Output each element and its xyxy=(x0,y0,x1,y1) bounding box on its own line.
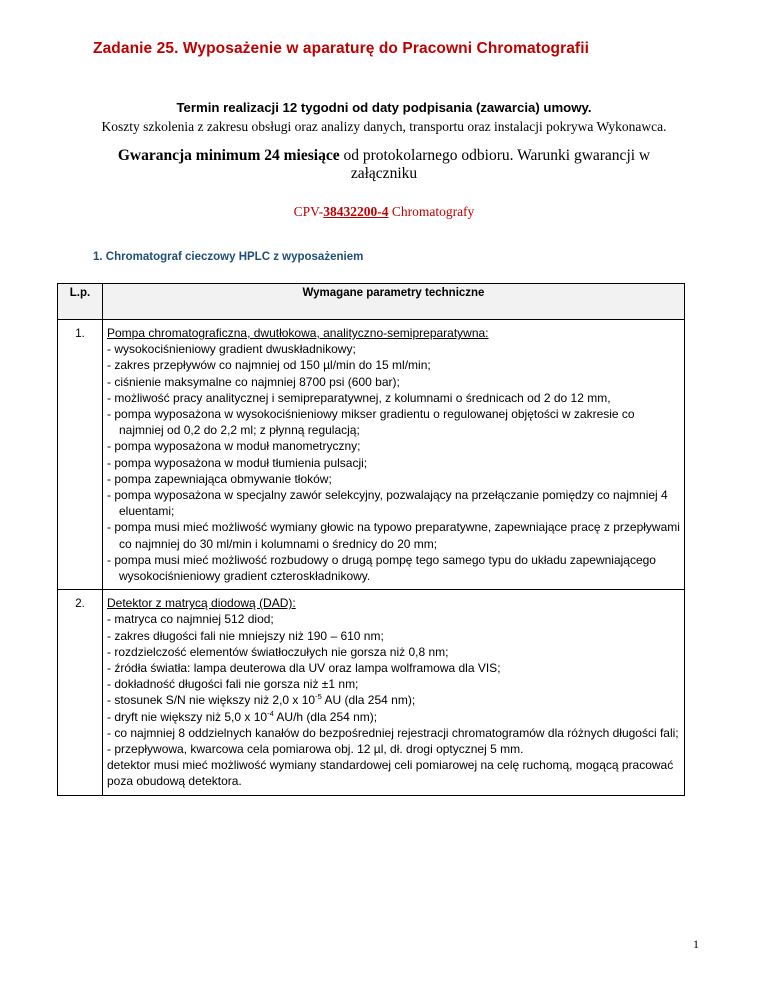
row-number: 2. xyxy=(58,590,103,795)
list-item: - pompa zapewniająca obmywanie tłoków; xyxy=(107,471,681,487)
list-item: - dokładność długości fali nie gorsza niż ±1 nm; xyxy=(107,676,681,692)
warranty-rest: od protokolarnego odbioru. Warunki gwarancji w załączniku xyxy=(339,147,651,182)
row-title: Pompa chromatograficzna, dwutłokowa, analityczno-semipreparatywna: xyxy=(107,326,489,340)
warranty-note xyxy=(100,147,668,183)
row-title: Detektor z matrycą diodową (DAD): xyxy=(107,596,296,611)
document-title: Zadanie 25. Wyposażenie w aparaturę do Pracowni Chromatografii xyxy=(93,40,590,57)
list-item: - co najmniej 8 oddzielnych kanałów do bezpośredniej rejestracji chromatogramów dla różnych długości fali; xyxy=(107,725,681,741)
cell-item: - przepływowa, kwarcowa cela pomiarowa obj. 12 µl, dł. drogi optycznej 5 mm. xyxy=(107,742,524,757)
section-heading: 1. Chromatograf cieczowy HPLC z wyposażeniem xyxy=(93,251,364,263)
warranty-bold: Gwarancja minimum 24 miesiące xyxy=(117,147,340,164)
param-list xyxy=(107,341,681,584)
table-row xyxy=(58,320,685,590)
param-list xyxy=(107,611,681,741)
list-item: - rozdzielczość elementów światłoczułych nie gorsza niż 0,8 nm; xyxy=(107,644,681,660)
requirements-table xyxy=(57,283,685,796)
list-item: - pompa wyposażona w specjalny zawór selekcyjny, pozwalający na przełączanie pomiędzy co najmniej 4 eluentami; xyxy=(107,487,681,519)
list-item: - pompa wyposażona w wysokociśnieniowy mikser gradientu o regulowanej objętości w zakresie co najmniej od 0,2 do 2,2 ml; z płynną regulacją; xyxy=(107,406,681,438)
list-item: - pompa wyposażona w moduł tłumienia pulsacji; xyxy=(107,455,681,471)
list-item: - ciśnienie maksymalne co najmniej 8700 psi (600 bar); xyxy=(107,374,681,390)
list-item: - matryca co najmniej 512 diod; xyxy=(107,611,681,627)
list-item: - pompa wyposażona w moduł manometryczny; xyxy=(107,438,681,454)
page-number: 1 xyxy=(693,937,699,951)
row-requirements xyxy=(103,320,685,590)
cpv-line xyxy=(100,204,668,220)
drift-text: dryft nie większy niż 5,0 x 10 xyxy=(114,709,268,724)
list-item: - pompa musi mieć możliwość wymiany głowic na typowo preparatywne, zapewniające pracę z przepływami co najmniej do 30 ml/min i kolumnami o średnicy do 20 mm; xyxy=(107,519,681,551)
costs-note: Koszty szkolenia z zakresu obsługi oraz analizy danych, transportu oraz instalacji pokrywa Wykonawca. xyxy=(101,119,667,134)
drift-unit: AU/h (dla 254 nm); xyxy=(273,709,378,724)
table-header-row xyxy=(58,284,685,320)
list-item: - wysokociśnieniowy gradient dwuskładnikowy; xyxy=(107,341,681,357)
drift-exponent: -4 xyxy=(267,708,274,718)
header-params: Wymagane parametry techniczne xyxy=(103,284,685,320)
cpv-code: 38432200-4 xyxy=(323,204,389,219)
header-lp: L.p. xyxy=(58,284,103,320)
cpv-label: Chromatografy xyxy=(388,204,475,219)
sn-exponent: -5 xyxy=(315,692,322,702)
row-requirements xyxy=(103,590,685,795)
trailing-note: detektor musi mieć możliwość wymiany standardowej celi pomiarowej na celę ruchomą, mogącą pracować poza obudową detektora. xyxy=(107,758,674,789)
list-item xyxy=(107,692,681,708)
list-item: - możliwość pracy analitycznej i semipreparatywnej, z kolumnami o średnicach od 2 do 12 mm, xyxy=(107,390,681,406)
row-number: 1. xyxy=(58,320,103,590)
list-item: - pompa musi mieć możliwość rozbudowy o drugą pompę tego samego typu do układu zapewniającego wysokociśnieniowy gradient czteroskładnikowy. xyxy=(107,552,681,584)
table-row xyxy=(58,590,685,795)
list-item: - zakres przepływów co najmniej od 150 µl/min do 15 ml/min; xyxy=(107,357,681,373)
list-item xyxy=(107,709,681,725)
sn-text: stosunek S/N nie większy niż 2,0 x 10 xyxy=(114,693,316,708)
cpv-prefix: CPV- xyxy=(293,204,324,219)
sn-unit: AU (dla 254 nm); xyxy=(321,693,416,708)
cell-item-text: przepływowa, kwarcowa cela pomiarowa obj. 12 µl, dł. drogi optycznej 5 mm. xyxy=(114,742,524,757)
deadline-note: Termin realizacji 12 tygodni od daty podpisania (zawarcia) umowy. xyxy=(176,100,592,115)
list-item: - zakres długości fali nie mniejszy niż 190 – 610 nm; xyxy=(107,628,681,644)
list-item: - źródła światła: lampa deuterowa dla UV oraz lampa wolframowa dla VIS; xyxy=(107,660,681,676)
